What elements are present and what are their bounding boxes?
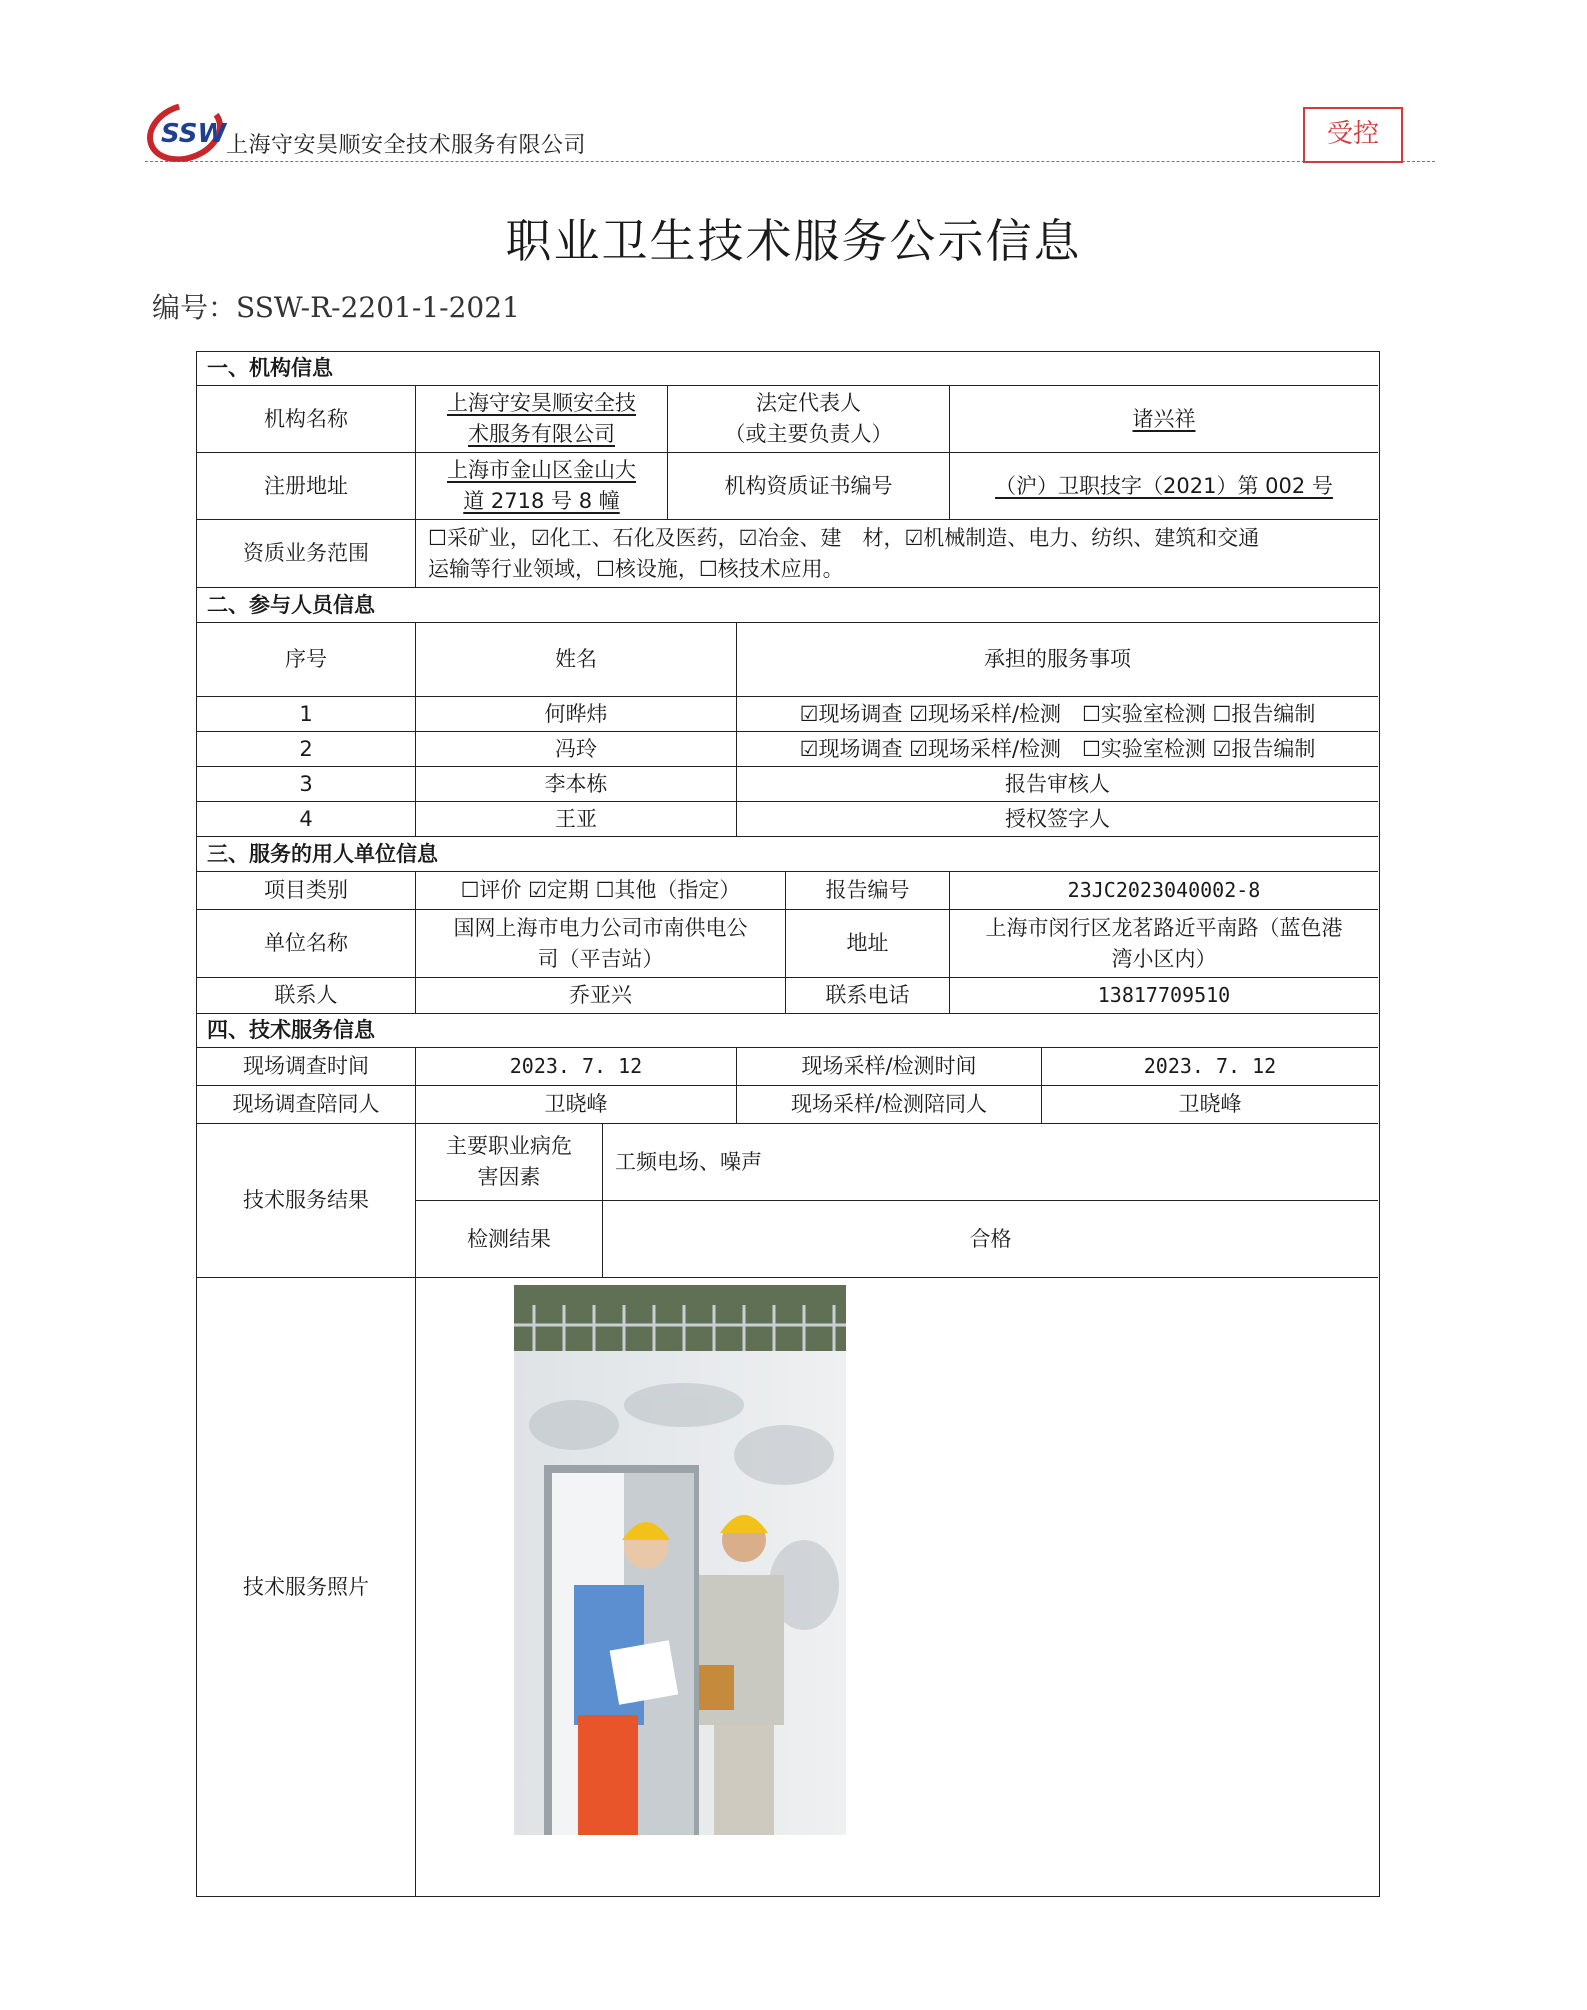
report-no-label: 报告编号 xyxy=(786,872,950,910)
staff-row-no: 1 xyxy=(197,697,416,732)
staff-row-name: 李本栋 xyxy=(416,767,737,802)
staff-row-no: 4 xyxy=(197,802,416,837)
hazard-label: 主要职业病危 害因素 xyxy=(416,1124,603,1201)
detect-label: 检测结果 xyxy=(416,1201,603,1278)
photo-label: 技术服务照片 xyxy=(197,1278,416,1896)
legal-rep-value: 诸兴祥 xyxy=(950,386,1378,453)
addr-value: 上海市闵行区龙茗路近平南路（蓝色港 湾小区内） xyxy=(950,910,1378,978)
company-logo xyxy=(145,98,229,162)
staff-row-no: 3 xyxy=(197,767,416,802)
company-name: 上海守安昊顺安全技术服务有限公司 xyxy=(226,133,587,158)
category-label: 项目类别 xyxy=(197,872,416,910)
staff-row-name: 何晔炜 xyxy=(416,697,737,732)
survey-escort-value: 卫晓峰 xyxy=(416,1086,737,1124)
survey-time-label: 现场调查时间 xyxy=(197,1048,416,1086)
sampling-time-value: 2023. 7. 12 xyxy=(1042,1048,1378,1086)
staff-row-name: 王亚 xyxy=(416,802,737,837)
section-heading-service: 四、技术服务信息 xyxy=(197,1014,1378,1048)
result-label: 技术服务结果 xyxy=(197,1124,416,1278)
contact-label: 联系人 xyxy=(197,978,416,1014)
reg-addr-label: 注册地址 xyxy=(197,453,416,520)
legal-rep-label: 法定代表人 （或主要负责人） xyxy=(668,386,950,453)
service-photo xyxy=(514,1285,846,1835)
report-no-value: 23JC2023040002-8 xyxy=(950,872,1378,910)
sampling-escort-value: 卫晓峰 xyxy=(1042,1086,1378,1124)
phone-value: 13817709510 xyxy=(950,978,1378,1014)
cert-value: （沪）卫职技字（2021）第 002 号 xyxy=(950,453,1378,520)
staff-row-items: 授权签字人 xyxy=(737,802,1378,837)
cert-label: 机构资质证书编号 xyxy=(668,453,950,520)
col-header-no: 序号 xyxy=(197,623,416,697)
scope-value: ☐采矿业，☑化工、石化及医药，☑冶金、建 材，☑机械制造、电力、纺织、建筑和交通 运输等行业领域，☐核设施，☐核技术应用。 xyxy=(416,520,1378,588)
org-name-label: 机构名称 xyxy=(197,386,416,453)
sampling-escort-label: 现场采样/检测陪同人 xyxy=(737,1086,1042,1124)
header-divider xyxy=(145,161,1435,162)
section-heading-org: 一、机构信息 xyxy=(197,352,1378,386)
staff-row-name: 冯玲 xyxy=(416,732,737,767)
scope-label: 资质业务范围 xyxy=(197,520,416,588)
section-heading-staff: 二、参与人员信息 xyxy=(197,588,1378,623)
category-value: ☐评价 ☑定期 ☐其他（指定） xyxy=(416,872,786,910)
staff-row-no: 2 xyxy=(197,732,416,767)
phone-label: 联系电话 xyxy=(786,978,950,1014)
sampling-time-label: 现场采样/检测时间 xyxy=(737,1048,1042,1086)
hazard-value: 工频电场、噪声 xyxy=(603,1124,1378,1201)
survey-time-value: 2023. 7. 12 xyxy=(416,1048,737,1086)
unit-label: 单位名称 xyxy=(197,910,416,978)
org-name-value: 上海守安昊顺安全技 术服务有限公司 xyxy=(416,386,668,453)
staff-row-items: 报告审核人 xyxy=(737,767,1378,802)
col-header-items: 承担的服务事项 xyxy=(737,623,1378,697)
section-heading-employer: 三、服务的用人单位信息 xyxy=(197,837,1378,872)
col-header-name: 姓名 xyxy=(416,623,737,697)
contact-value: 乔亚兴 xyxy=(416,978,786,1014)
staff-row-items: ☑现场调查 ☑现场采样/检测 ☐实验室检测 ☐报告编制 xyxy=(737,697,1378,732)
logo-text: SSW xyxy=(161,119,227,149)
addr-label: 地址 xyxy=(786,910,950,978)
staff-row-items: ☑现场调查 ☑现场采样/检测 ☐实验室检测 ☑报告编制 xyxy=(737,732,1378,767)
document-title: 职业卫生技术服务公示信息 xyxy=(505,214,1082,268)
survey-escort-label: 现场调查陪同人 xyxy=(197,1086,416,1124)
controlled-stamp: 受控 xyxy=(1303,107,1403,163)
unit-value: 国网上海市电力公司市南供电公 司（平吉站） xyxy=(416,910,786,978)
reg-addr-value: 上海市金山区金山大 道 2718 号 8 幢 xyxy=(416,453,668,520)
document-number: 编号：SSW-R-2201-1-2021 xyxy=(152,291,520,324)
detect-value: 合格 xyxy=(603,1201,1378,1278)
